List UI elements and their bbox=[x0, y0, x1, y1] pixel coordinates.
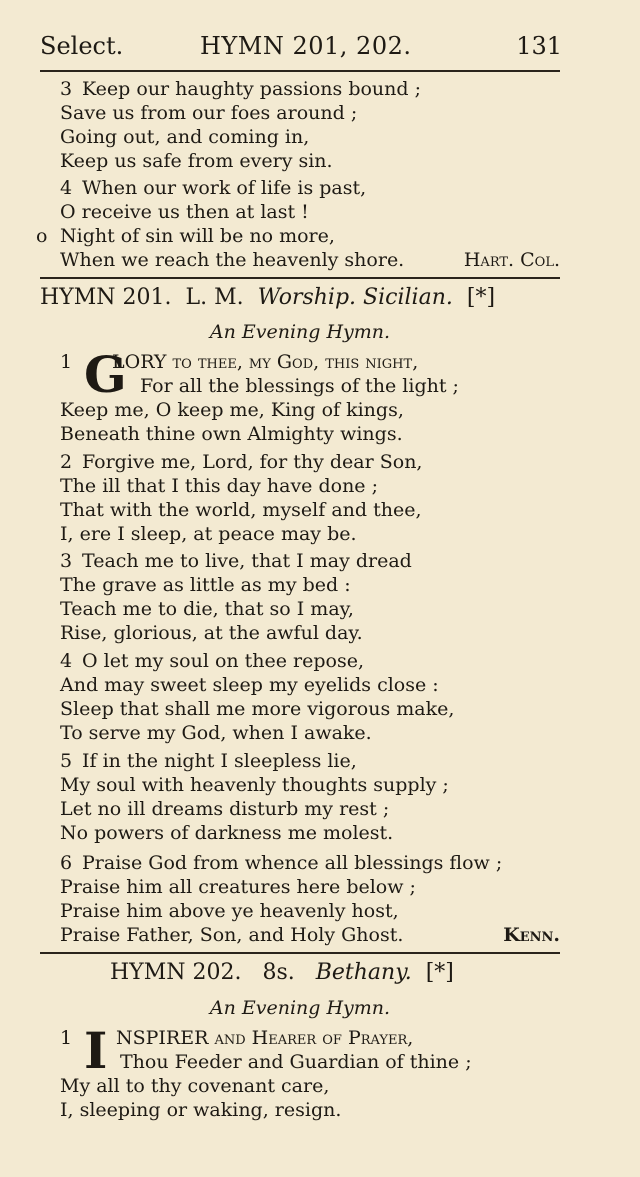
verse-line: If in the night I sleepless lie, bbox=[82, 750, 357, 772]
verse-line: LORY to thee, my God, this night, bbox=[112, 351, 419, 373]
drop-cap: I bbox=[84, 1021, 108, 1080]
verse-line: Rise, glorious, at the awful day. bbox=[60, 622, 363, 644]
verse-number: 4 bbox=[60, 177, 73, 199]
verse-line: I, sleeping or waking, resign. bbox=[60, 1099, 342, 1121]
verse-line: When our work of life is past, bbox=[82, 177, 367, 199]
running-header bbox=[40, 32, 562, 66]
verse-line: Praise Father, Son, and Holy Ghost. bbox=[60, 924, 404, 946]
hymn-202-subtitle: An Evening Hymn. bbox=[209, 997, 391, 1019]
verse-line: Sleep that shall me more vigorous make, bbox=[60, 698, 455, 720]
verse-line: O receive us then at last ! bbox=[60, 201, 309, 223]
verse-line: Teach me to die, that so I may, bbox=[60, 598, 354, 620]
verse-line: Keep me, O keep me, King of kings, bbox=[60, 399, 404, 421]
drop-cap: G bbox=[84, 345, 127, 404]
verse-line: O let my soul on thee repose, bbox=[82, 650, 365, 672]
hymn-number: HYMN 201. bbox=[40, 285, 172, 310]
verse-line: My all to thy covenant care, bbox=[60, 1075, 330, 1097]
page-number: 131 bbox=[516, 32, 562, 60]
verse-line: That with the world, myself and thee, bbox=[60, 499, 422, 521]
section-rule bbox=[40, 952, 560, 954]
verse-line: Praise him above ye heavenly host, bbox=[60, 900, 399, 922]
hymn-201-title bbox=[40, 285, 560, 315]
attribution: Hart. Col. bbox=[463, 249, 560, 271]
verse-line: Keep our haughty passions bound ; bbox=[82, 78, 421, 100]
verse-line: No powers of darkness me molest. bbox=[60, 822, 394, 844]
hymn-201-verse-3 bbox=[60, 549, 560, 645]
hymn-201-verse-1 bbox=[60, 345, 560, 446]
verse-number: 2 bbox=[60, 451, 73, 473]
hymn-number: HYMN 202. bbox=[110, 960, 242, 985]
attribution: Kenn. bbox=[503, 924, 560, 946]
verse-number: 4 bbox=[60, 650, 73, 672]
hymn-mark: [*] bbox=[425, 960, 454, 985]
verse-line: My soul with heavenly thoughts supply ; bbox=[60, 774, 449, 796]
verse-number: 3 bbox=[60, 78, 73, 100]
verse-line: When we reach the heavenly shore. bbox=[60, 249, 405, 271]
hymn-meter: L. M. bbox=[185, 285, 244, 310]
verse-line: Teach me to live, that I may dread bbox=[82, 550, 412, 572]
verse-line: I, ere I sleep, at peace may be. bbox=[60, 523, 357, 545]
prev-hymn-verse-4 bbox=[36, 176, 560, 272]
hymn-tunes: Worship. Sicilian. bbox=[257, 285, 453, 310]
verse-number: 6 bbox=[60, 852, 73, 874]
prev-hymn-verse-3 bbox=[60, 77, 560, 173]
verse-line: To serve my God, when I awake. bbox=[60, 722, 372, 744]
verse-line: And may sweet sleep my eyelids close : bbox=[60, 674, 439, 696]
verse-line: Beneath thine own Almighty wings. bbox=[60, 423, 403, 445]
verse-number: 3 bbox=[60, 550, 73, 572]
hymn-202-verse-1 bbox=[60, 1021, 560, 1122]
verse-line: Thou Feeder and Guardian of thine ; bbox=[120, 1051, 472, 1073]
verse-line: Let no ill dreams disturb my rest ; bbox=[60, 798, 390, 820]
verse-line: Praise him all creatures here below ; bbox=[60, 876, 416, 898]
hymn-201-verse-6 bbox=[60, 851, 560, 947]
verse-line: Going out, and coming in, bbox=[60, 126, 310, 148]
verse-number: 5 bbox=[60, 750, 73, 772]
hymn-meter: 8s. bbox=[262, 960, 295, 985]
verse-number: 1 bbox=[60, 351, 73, 373]
verse-line: Keep us safe from every sin. bbox=[60, 150, 333, 172]
hymn-201-verse-4 bbox=[60, 649, 560, 745]
verse-line: For all the blessings of the light ; bbox=[140, 375, 459, 397]
section-rule bbox=[40, 277, 560, 279]
header-rule bbox=[40, 70, 560, 72]
verse-line: Forgive me, Lord, for thy dear Son, bbox=[82, 451, 423, 473]
verse-line: Save us from our foes around ; bbox=[60, 102, 358, 124]
hymn-tune: Bethany. bbox=[315, 960, 412, 985]
verse-line: The ill that I this day have done ; bbox=[60, 475, 378, 497]
verse-number: 1 bbox=[60, 1027, 73, 1049]
verse-line: NSPIRER and Hearer of Prayer, bbox=[116, 1027, 414, 1049]
hymn-mark: [*] bbox=[466, 285, 496, 310]
section-label: Select. bbox=[40, 32, 124, 60]
header-title: HYMN 201, 202. bbox=[200, 32, 412, 60]
hymn-201-subtitle: An Evening Hymn. bbox=[209, 321, 391, 343]
hymn-202-title bbox=[110, 960, 560, 990]
hymn-201-verse-2 bbox=[60, 450, 560, 546]
hymn-201-verse-5 bbox=[60, 749, 560, 845]
verse-line: The grave as little as my bed : bbox=[60, 574, 351, 596]
verse-line: Night of sin will be no more, bbox=[60, 225, 335, 247]
verse-line: Praise God from whence all blessings flow ; bbox=[82, 852, 503, 874]
margin-mark: o bbox=[36, 225, 48, 247]
